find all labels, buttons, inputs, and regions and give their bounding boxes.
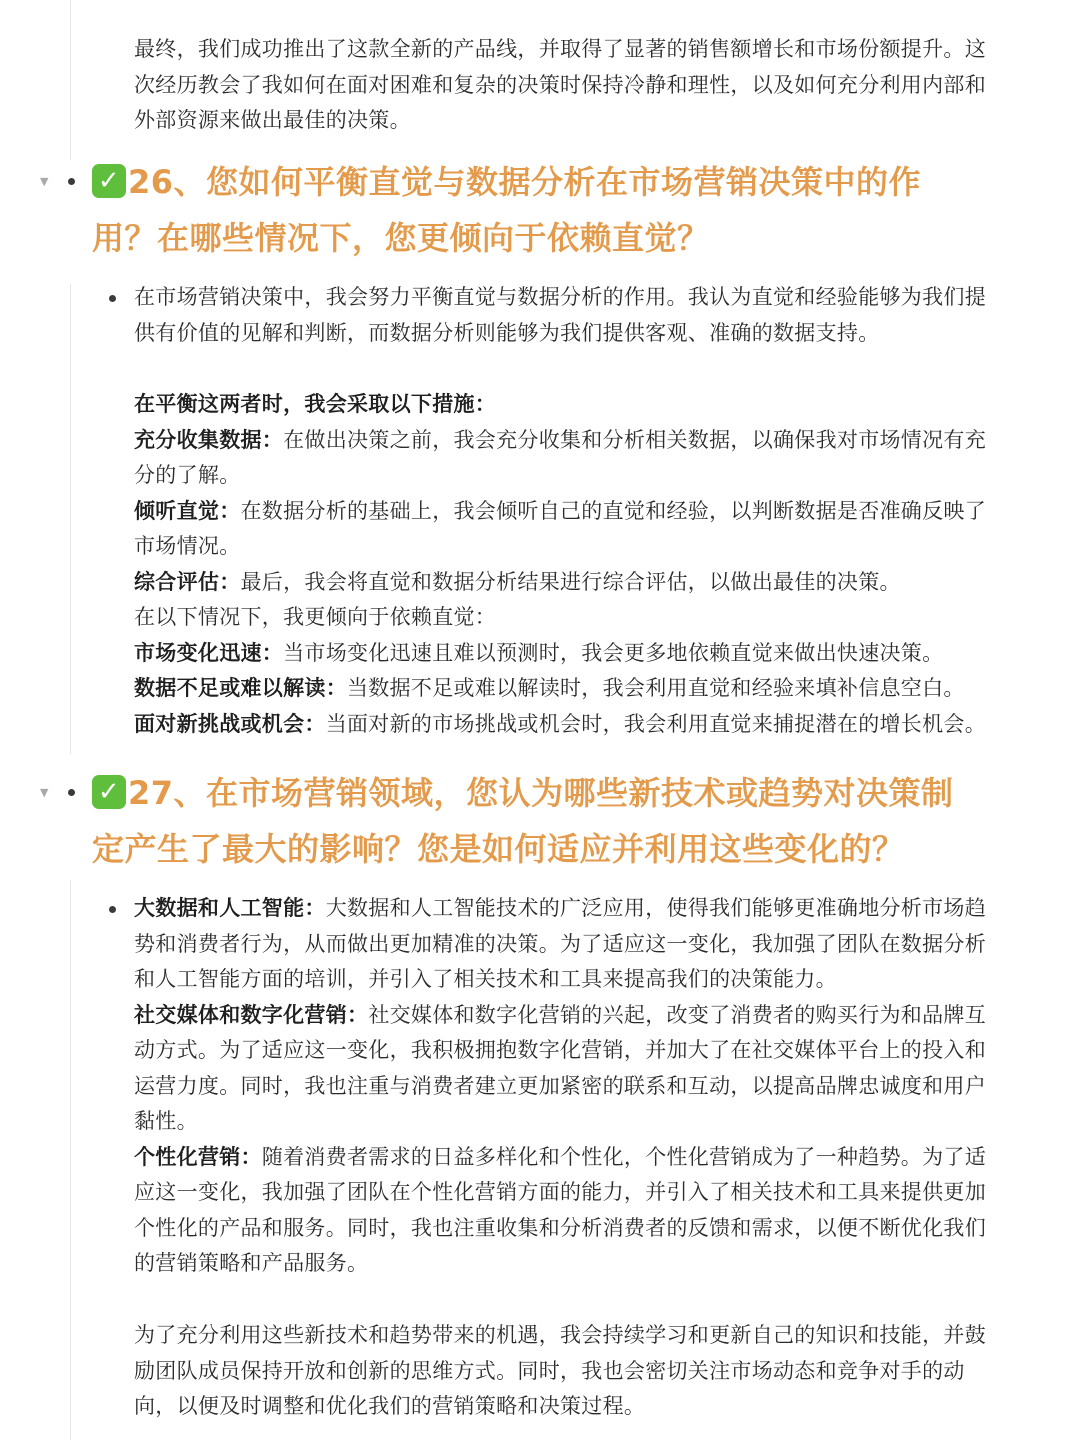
intro-paragraph bbox=[134, 32, 1024, 139]
trend-text: 黏性。 bbox=[134, 1109, 198, 1133]
trend-text: 大数据和人工智能技术的广泛应用，使得我们能够更准确地分析市场趋 bbox=[325, 896, 986, 920]
question-26-heading bbox=[92, 154, 1032, 266]
trend-label: 社交媒体和数字化营销： bbox=[134, 1002, 369, 1027]
measure-text: 在数据分析的基础上，我会倾听自己的直觉和经验，以判断数据是否准确反映了 bbox=[240, 498, 986, 523]
measure-text: 分的了解。 bbox=[134, 463, 241, 487]
situation-label: 市场变化迅速： bbox=[134, 640, 284, 665]
trend-text: 势和消费者行为，从而做出更加精准的决策。为了适应这一变化，我加强了团队在数据分析 bbox=[134, 931, 986, 956]
situation-text: 当市场变化迅速且难以预测时，我会更多地依赖直觉来做出快速决策。 bbox=[283, 640, 944, 665]
check-mark-icon: ✓ bbox=[92, 775, 126, 809]
list-bullet-dot bbox=[109, 906, 116, 913]
question-27-heading bbox=[92, 765, 1032, 877]
measure-text: 最后，我会将直觉和数据分析结果进行综合评估，以做出最佳的决策。 bbox=[240, 569, 901, 594]
outline-guide-line bbox=[70, 284, 71, 754]
collapse-toggle-icon[interactable]: ▼ bbox=[40, 786, 49, 799]
heading-bullet-dot bbox=[68, 789, 75, 796]
trend-text: 和人工智能方面的培训，并引入了相关技术和工具来提高我们的决策能力。 bbox=[134, 967, 837, 991]
intro-line: 外部资源来做出最佳的决策。 bbox=[134, 108, 411, 132]
list-bullet-dot bbox=[109, 295, 116, 302]
measures-title: 在平衡这两者时，我会采取以下措施： bbox=[134, 392, 497, 416]
trend-label: 大数据和人工智能： bbox=[134, 896, 326, 920]
outline-guide-line bbox=[70, 880, 71, 1440]
measure-text: 在做出决策之前，我会充分收集和分析相关数据，以确保我对市场情况有充 bbox=[283, 427, 987, 452]
heading-bullet-dot bbox=[68, 178, 75, 185]
heading-line: 用？在哪些情况下，您更倾向于依赖直觉？ bbox=[92, 219, 710, 257]
trend-text: 社交媒体和数字化营销的兴起，改变了消费者的购买行为和品牌互 bbox=[368, 1002, 987, 1027]
trend-text: 的营销策略和产品服务。 bbox=[134, 1251, 369, 1275]
situation-label: 面对新挑战或机会： bbox=[134, 711, 326, 736]
answer-line: 在市场营销决策中，我会努力平衡直觉与数据分析的作用。我认为直觉和经验能够为我们提 bbox=[134, 285, 986, 309]
heading-line: 26、您如何平衡直觉与数据分析在市场营销决策中的作 bbox=[128, 163, 922, 201]
heading-line: 定产生了最大的影响？您是如何适应并利用这些变化的？ bbox=[92, 830, 905, 868]
situation-text: 当数据不足或难以解读时，我会利用直觉和经验来填补信息空白。 bbox=[347, 676, 965, 700]
trend-label: 个性化营销： bbox=[134, 1144, 262, 1169]
check-mark-icon: ✓ bbox=[92, 164, 126, 198]
trend-text: 个性化的产品和服务。同时，我也注重收集和分析消费者的反馈和需求，以便不断优化我们 bbox=[134, 1215, 986, 1240]
heading-line: 27、在市场营销领域，您认为哪些新技术或趋势对决策制 bbox=[128, 774, 954, 812]
measures-block bbox=[134, 387, 1024, 742]
question-26-answer bbox=[134, 280, 1024, 351]
measure-label: 倾听直觉： bbox=[134, 498, 241, 523]
closing-line: 励团队成员保持开放和创新的思维方式。同时，我也会密切关注市场动态和竞争对手的动 bbox=[134, 1358, 965, 1383]
measure-label: 充分收集数据： bbox=[134, 427, 284, 452]
trend-text: 运营力度。同时，我也注重与消费者建立更加紧密的联系和互动，以提高品牌忠诚度和用户 bbox=[134, 1073, 986, 1098]
situations-title: 在以下情况下，我更倾向于依赖直觉： bbox=[134, 605, 497, 629]
measure-label: 综合评估： bbox=[134, 569, 241, 594]
closing-line: 向，以便及时调整和优化我们的营销策略和决策过程。 bbox=[134, 1394, 646, 1418]
trend-text: 随着消费者需求的日益多样化和个性化，个性化营销成为了一种趋势。为了适 bbox=[261, 1144, 987, 1169]
outline-guide-line bbox=[70, 0, 71, 160]
intro-line: 最终，我们成功推出了这款全新的产品线，并取得了显著的销售额增长和市场份额提升。这 bbox=[134, 37, 986, 61]
trend-text: 应这一变化，我加强了团队在个性化营销方面的能力，并引入了相关技术和工具来提供更加 bbox=[134, 1180, 986, 1204]
measure-text: 市场情况。 bbox=[134, 534, 241, 558]
collapse-toggle-icon[interactable]: ▼ bbox=[40, 175, 49, 188]
question-27-answer bbox=[134, 891, 1024, 1282]
situation-label: 数据不足或难以解读： bbox=[134, 676, 347, 700]
situation-text: 当面对新的市场挑战或机会时，我会利用直觉来捕捉潜在的增长机会。 bbox=[325, 711, 986, 736]
closing-line: 为了充分利用这些新技术和趋势带来的机遇，我会持续学习和更新自己的知识和技能，并鼓 bbox=[134, 1323, 986, 1347]
answer-line: 供有价值的见解和判断，而数据分析则能够为我们提供客观、准确的数据支持。 bbox=[134, 320, 880, 345]
closing-paragraph bbox=[134, 1318, 1024, 1425]
intro-line: 次经历教会了我如何在面对困难和复杂的决策时保持冷静和理性，以及如何充分利用内部和 bbox=[134, 72, 986, 97]
trend-text: 动方式。为了适应这一变化，我积极拥抱数字化营销，并加大了在社交媒体平台上的投入和 bbox=[134, 1038, 986, 1062]
